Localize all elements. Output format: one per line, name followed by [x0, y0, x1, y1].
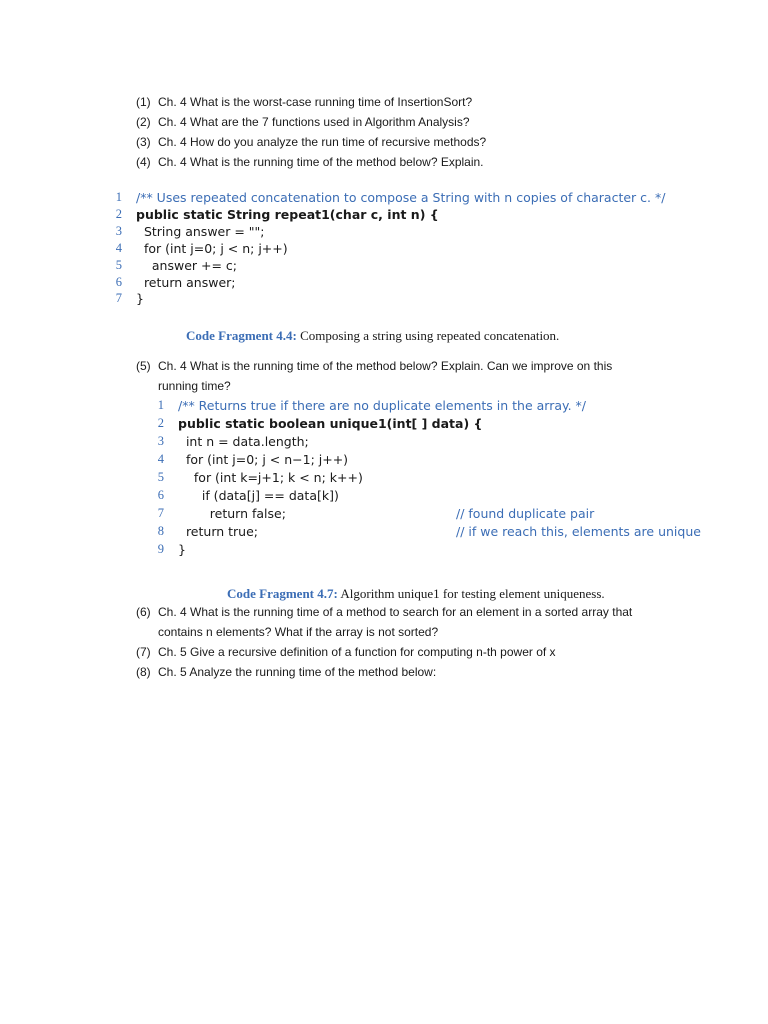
line-number: 6: [157, 488, 164, 502]
code-fragment-4-4: [112, 190, 672, 343]
code-line: return true;: [178, 524, 259, 539]
code-line: if (data[j] == data[k]): [178, 488, 339, 503]
line-number: 4: [115, 241, 122, 255]
question-number: (7): [136, 645, 151, 659]
question-text: Ch. 4 What are the 7 functions used in Algorithm Analysis?: [158, 115, 470, 129]
line-number: 3: [115, 224, 122, 238]
line-number: 5: [157, 470, 164, 484]
code-fragment-4-7: [150, 398, 710, 601]
question-text: Ch. 4 What is the worst-case running time of InsertionSort?: [158, 95, 473, 109]
code-line: }: [136, 291, 144, 306]
code-caption: [173, 312, 559, 360]
line-number: 5: [115, 258, 122, 272]
code-line: for (int k=j+1; k < n; k++): [178, 470, 363, 485]
code-line: int n = data.length;: [178, 434, 309, 449]
code-line: return false;: [178, 506, 286, 521]
line-number: 2: [157, 416, 164, 430]
line-number: 9: [157, 542, 164, 556]
code-comment: // if we reach this, elements are unique: [456, 524, 701, 539]
question-text-line-1: Ch. 4 What is the running time of a method to search for an element in a sorted array that: [158, 605, 633, 619]
question-text-line-1: Ch. 4 What is the running time of the method below? Explain. Can we improve on this: [158, 359, 613, 373]
question-number: (6): [136, 605, 151, 619]
code-comment: // found duplicate pair: [456, 506, 595, 521]
line-number: 2: [115, 207, 122, 221]
question-text-line-2: contains n elements? What if the array is not sorted?: [158, 625, 439, 639]
code-line: public static String repeat1(char c, int n) {: [136, 207, 439, 222]
code-line: public static boolean unique1(int[ ] data) {: [178, 416, 483, 431]
line-number: 7: [157, 506, 164, 520]
question-number: (3): [136, 135, 151, 149]
line-number: 6: [115, 275, 122, 289]
line-number: 1: [157, 398, 164, 412]
code-line: /** Returns true if there are no duplicate elements in the array. */: [178, 398, 587, 413]
code-line: answer += c;: [136, 258, 238, 273]
question-5: [136, 356, 676, 396]
question-number: (8): [136, 665, 151, 679]
line-number: 3: [157, 434, 164, 448]
question-text-line-2: running time?: [158, 379, 231, 393]
question-text: Ch. 5 Analyze the running time of the method below:: [158, 665, 437, 679]
caption-text: Algorithm unique1 for testing element uniqueness.: [337, 586, 605, 601]
question-text: Ch. 4 How do you analyze the run time of recursive methods?: [158, 135, 487, 149]
question-text: Ch. 5 Give a recursive definition of a function for computing n-th power of x: [158, 645, 556, 659]
caption-label: Code Fragment 4.7:: [227, 586, 338, 601]
line-number: 1: [115, 190, 122, 204]
question-number: (1): [136, 95, 151, 109]
code-line: for (int j=0; j < n; j++): [136, 241, 288, 256]
code-line: }: [178, 542, 186, 557]
code-line: String answer = "";: [136, 224, 265, 239]
caption-text: Composing a string using repeated concatenation.: [296, 328, 560, 343]
line-number: 8: [157, 524, 164, 538]
question-6: [136, 602, 676, 642]
code-line: /** Uses repeated concatenation to compose a String with n copies of character c. */: [136, 190, 666, 205]
code-line: for (int j=0; j < n−1; j++): [178, 452, 349, 467]
question-number: (5): [136, 359, 151, 373]
line-number: 7: [115, 291, 122, 305]
question-number: (2): [136, 115, 151, 129]
caption-label: Code Fragment 4.4:: [186, 328, 297, 343]
line-number: 4: [157, 452, 164, 466]
question-text: Ch. 4 What is the running time of the method below? Explain.: [158, 155, 484, 169]
code-line: return answer;: [136, 275, 236, 290]
question-number: (4): [136, 155, 151, 169]
